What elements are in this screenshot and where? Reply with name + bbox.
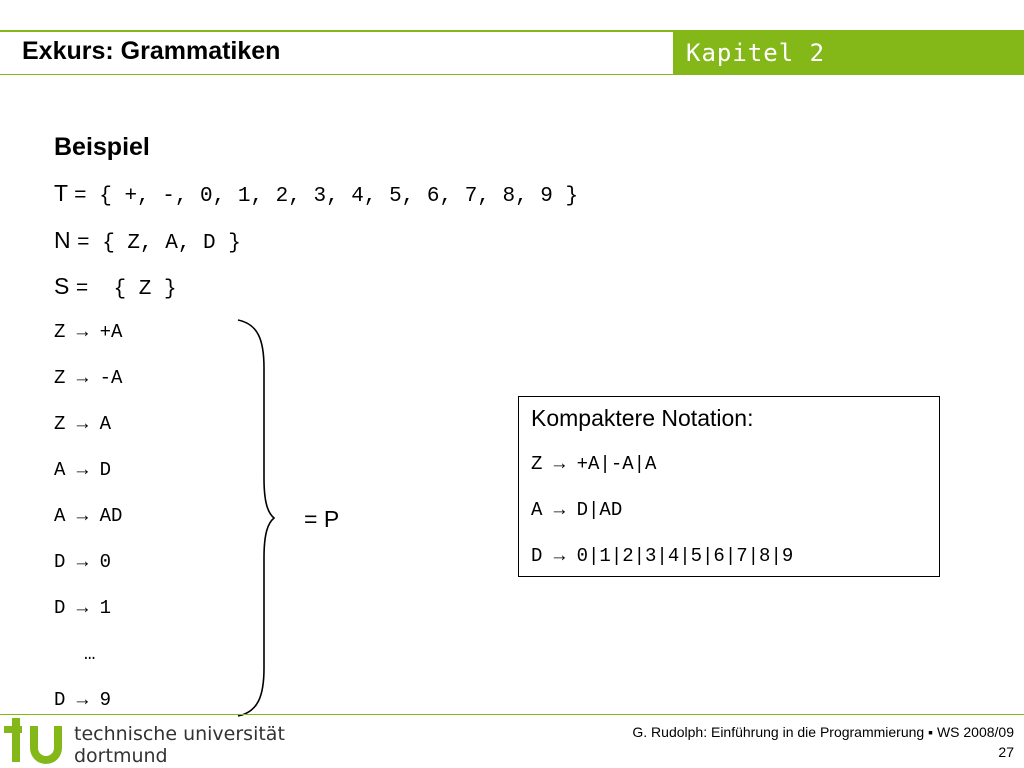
set-symbol: S	[54, 273, 70, 299]
right-curly-brace	[236, 318, 276, 718]
compact-rule: Z → +A|-A|A	[531, 453, 657, 475]
compact-rule: A → D|AD	[531, 499, 623, 521]
set-definition: = { Z }	[75, 278, 177, 301]
compact-rule: D → 0|1|2|3|4|5|6|7|8|9	[531, 545, 794, 567]
set-symbol: T	[54, 180, 68, 206]
productions-label: = P	[304, 506, 340, 532]
set-symbol: N	[54, 227, 71, 253]
production-rule: Z → A	[54, 413, 112, 435]
production-rule: A → D	[54, 459, 112, 481]
section-heading: Beispiel	[54, 133, 150, 161]
compact-notation-title: Kompaktere Notation:	[531, 405, 754, 431]
university-name-line2: dortmund	[74, 745, 168, 767]
footer-credit-text: G. Rudolph: Einführung in die Programmierung ▪ WS 2008/09	[632, 724, 1014, 740]
compact-notation-box	[518, 396, 940, 577]
set-definition: = { Z, A, D }	[77, 232, 241, 255]
university-name-line1: technische universität	[74, 723, 285, 745]
set-start	[54, 271, 177, 305]
production-rule: A → AD	[54, 505, 123, 527]
production-rule: Z → -A	[54, 367, 123, 389]
header-divider	[0, 74, 1024, 75]
footer-divider	[0, 714, 1024, 715]
tu-dortmund-logo-icon	[4, 718, 70, 766]
chapter-label: Kapitel 2	[673, 32, 1024, 74]
set-terminals	[54, 178, 578, 212]
production-rule: Z → +A	[54, 321, 123, 343]
production-rule-ellipsis: …	[84, 643, 96, 665]
university-name	[74, 723, 285, 767]
set-definition: = { +, -, 0, 1, 2, 3, 4, 5, 6, 7, 8, 9 }	[74, 185, 579, 208]
production-rule: D → 9	[54, 689, 112, 711]
production-rule: D → 0	[54, 551, 112, 573]
page-number: 27	[998, 744, 1014, 760]
slide-title: Exkurs: Grammatiken	[22, 37, 281, 65]
set-nonterminals	[54, 225, 241, 259]
footer-credit	[632, 722, 1014, 762]
production-rule: D → 1	[54, 597, 112, 619]
